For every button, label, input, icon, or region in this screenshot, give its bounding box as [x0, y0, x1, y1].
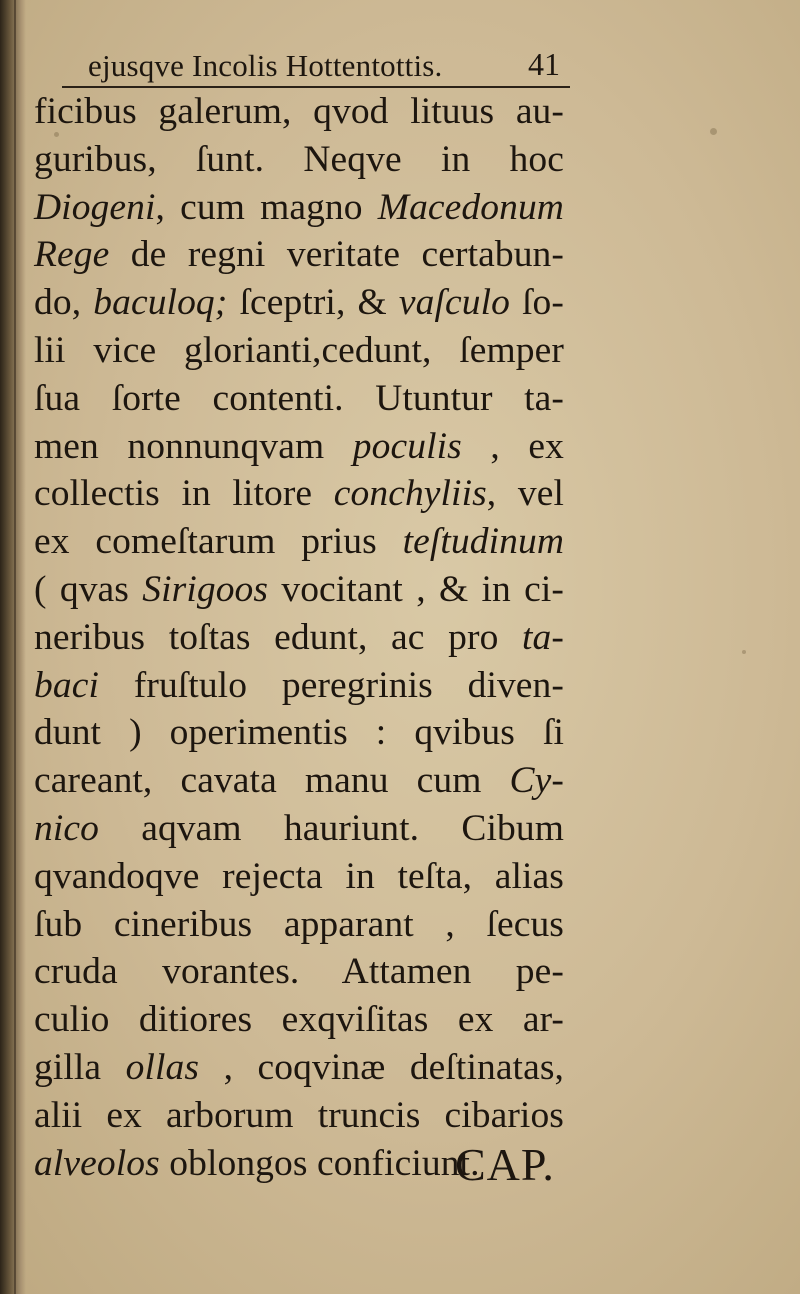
text-segment: collectis in litore — [34, 473, 334, 515]
text-line — [34, 136, 564, 184]
text-line — [34, 375, 564, 423]
text-segment: ſua ſorte contenti. Utuntur ta- — [34, 377, 564, 419]
text-segment: do, — [34, 282, 94, 324]
text-segment: ex comeſtarum prius — [34, 521, 403, 563]
text-segment: de regni veritate certabun- — [109, 234, 564, 276]
running-head: ejusqve Incolis Hottentottis. — [88, 48, 443, 83]
italic-text-segment: vaſculo — [398, 282, 510, 324]
text-segment: ( qvas — [34, 568, 143, 610]
text-segment: guribus, ſunt. Neqve in hoc — [34, 138, 564, 180]
italic-text-segment: teſtudinum — [402, 521, 564, 563]
text-line — [34, 662, 564, 710]
italic-text-segment: baci — [34, 664, 99, 706]
italic-text-segment: Cy- — [509, 760, 564, 802]
italic-text-segment: poculis — [352, 425, 462, 467]
text-segment: careant, cavata manu cum — [34, 760, 510, 802]
text-segment: ſo- — [509, 282, 564, 324]
italic-text-segment: Sirigoos — [142, 568, 269, 610]
text-line — [34, 279, 564, 327]
text-segment: oblongos conficiunt. — [159, 1142, 480, 1184]
italic-text-segment: Rege — [34, 234, 110, 276]
text-line — [34, 184, 564, 232]
text-segment: cruda vorantes. Attamen pe- — [34, 951, 564, 993]
text-segment: gilla — [34, 1046, 126, 1088]
text-segment: fruſtulo peregrinis diven- — [98, 664, 564, 706]
italic-text-segment: conchyliis — [333, 473, 487, 515]
text-segment: ficibus galerum, qvod lituus au- — [34, 91, 564, 132]
italic-text-segment: alveolos — [34, 1142, 160, 1184]
text-line — [34, 1092, 564, 1140]
text-line — [34, 901, 564, 949]
text-line — [34, 853, 564, 901]
text-line — [34, 518, 564, 566]
text-segment: neribus toſtas edunt, ac pro — [34, 616, 523, 658]
italic-text-segment: nico — [34, 807, 99, 849]
paper-spot — [54, 132, 59, 137]
italic-text-segment: Diogeni — [34, 186, 156, 228]
text-segment: , ex — [461, 425, 564, 467]
text-line — [34, 88, 564, 136]
text-segment: , coqvinæ deſtinatas, — [199, 1046, 564, 1088]
text-segment: aqvam hauriunt. Cibum — [98, 807, 564, 849]
text-segment: ſub cineribus apparant , ſecus — [34, 903, 564, 945]
text-line — [34, 470, 564, 518]
body-text — [34, 88, 564, 1187]
page-number: 41 — [528, 46, 560, 82]
page-header — [62, 44, 570, 90]
text-segment: ſceptri, & — [227, 282, 399, 324]
text-line — [34, 614, 564, 662]
italic-text-segment: ollas — [125, 1046, 200, 1088]
text-segment: qvandoqve rejecta in teſta, alias — [34, 855, 564, 897]
text-line — [34, 757, 564, 805]
binding-gutter — [0, 0, 26, 1294]
gutter-shadow-line — [14, 0, 16, 1294]
paper-spot — [710, 128, 717, 135]
text-segment: alii ex arborum truncis cibarios — [34, 1094, 564, 1136]
text-segment: culio ditiores exqviſitas ex ar- — [34, 999, 564, 1041]
text-line — [34, 566, 564, 614]
text-line — [34, 327, 564, 375]
text-segment: , cum magno — [155, 186, 378, 228]
text-segment: lii vice glorianti,cedunt, ſemper — [34, 329, 564, 371]
text-segment: , vel — [486, 473, 564, 515]
paper-spot — [742, 650, 746, 654]
text-line — [34, 423, 564, 471]
italic-text-segment: Macedonum — [377, 186, 564, 228]
text-segment: dunt ) operimentis : qvibus ſi — [34, 712, 564, 754]
text-line — [34, 1044, 564, 1092]
catchword: CAP. — [455, 1139, 555, 1190]
text-line — [34, 231, 564, 279]
italic-text-segment: baculoq; — [93, 282, 228, 324]
text-line — [34, 996, 564, 1044]
text-segment: men nonnunqvam — [34, 425, 353, 467]
italic-text-segment: ta- — [522, 616, 564, 658]
text-line — [34, 709, 564, 757]
text-segment: vocitant , & in ci- — [268, 568, 564, 610]
text-line — [34, 948, 564, 996]
text-line — [34, 805, 564, 853]
